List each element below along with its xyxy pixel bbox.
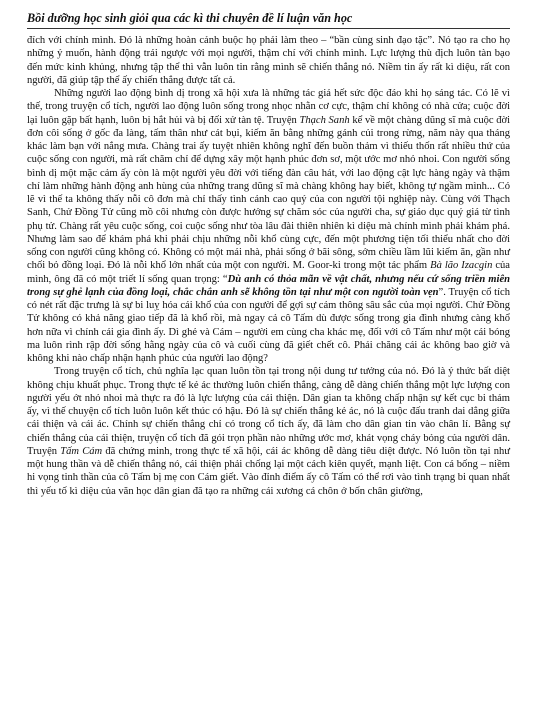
text-run: Trong truyện cổ tích, chủ nghĩa lạc quan luôn tồn tại trong nội dung tư tưởng của nó. Đó là ý thức bất diệt không chịu khuất phục. Trong thực tế kẻ ác thường luôn chiến thắng, càng dễ dàng chiến thắng một lực lượng con người yếu ớt nhỏ nhoi mà thực ra đó là lực lượng của cái thiện. Dân gian ta không chấp nhận sự kết cục bi thảm ấy, vì thế chuyện cổ tích luôn luôn kết thúc có hậu. Đó là sự chiến thắng kẻ ác, nó là cuộc đấu tranh dai dẳng giữa cái thiện và cái ác. Chính sự chiến thắng chỉ có trong cổ tích ấy, đã làm cho dân gian tin vào chân lí. Bằng sự chiến thắng của cái thiện, truyện cổ tích đã gói trọn phần nào những ước mơ, khát vọng cháy bỏng của người dân. Truyện	[27, 366, 510, 457]
emphasis-run: Bà lão Izacgin	[430, 260, 493, 272]
emphasis-run: Thạch Sanh	[299, 114, 350, 126]
header-rule	[27, 28, 510, 29]
text-run: kể về một chàng dũng sĩ mà cuộc đời đơn côi sống ở gốc đa làng, tấm thân như cát bụi, kiếm ăn bằng những gánh củi trong rừng, năm này qua tháng khác làm bạn với nắng mưa. Chàng trai ấy tuyệt nhiên không nghĩ đến buồn thảm vì thiếu thốn rất nhiều thứ của cuộc sống con người, mà rất chăm chỉ để dựng xây một hạnh phúc đơn sơ, một ước mơ nhỏ nhoi. Con người sống bình dị một mặc cảm ấy còn là một người yêu đời với tiếng đàn câu hát, với lao động cật lực hàng ngày và thậm chí làm những hành động anh hùng của những trang dũng sĩ mà chàng không hay biết, không tự ngầm mình... Có lẽ vì thế ta không thấy nỗi cô đơn mà chỉ thấy tình cảnh cao quý của con người tội nghiệp này. Cùng với Thạch Sanh, Chử Đồng Tử cũng mồ côi nhưng còn được hưởng sự chăm sóc của người cha, sự giáo dục quý giá từ tình phụ tử. Chàng rất yêu cuộc sống, coi cuộc sống như tòa lâu đài thiên nhiên kì diệu mà chính mình phải khám phá. Nhưng làm sao để khám phá khi phải chịu những nỗi khổ cùng cực, đến một phương tiện tối thiểu nhất cho đời sống con người cũng không có. Không có một mái nhà, phải sống ở bãi sông, sớm chiều lầm lũi kiếm ăn, gần như chối bỏ đồng loại. Đó là nỗi khổ lớn nhất của một con người. M. Goor-ki trong một tác phẩm	[27, 114, 511, 272]
text-run: của mình, ông đã có một triết lí sống quan trọng: “	[27, 260, 510, 285]
text-run: Những người lao động bình dị trong xã hội xưa là những tác giả hết sức độc đáo khi họ sáng tác. Có lẽ vì thế, trong truyện cổ tích, người lao động luôn sống trong nhọc nhằn cơ cực, thậm chí không có nhà cửa; cuộc đời lại luôn gặp bất hạnh, luôn bị hắt hủi và bị đối xử tàn tệ. Truyện	[27, 88, 510, 126]
paragraph	[27, 87, 510, 365]
paragraph	[27, 34, 510, 87]
text-run: ”. Truyện cổ tích có nét rất đặc trưng là sự bi luỵ hóa cái khổ của con người để gợi sự cảm thông sâu sắc của mọi người. Chử Đồng Tử không có khả năng giao tiếp đã là khổ rồi, mà ngay cả cô Tấm dù được sống trong gia đình nhưng càng khổ hơn nữa vì chính cái gia đình ấy. Dì ghẻ và Cám – người em cùng cha khác mẹ, đối với cô Tấm như một cái bóng ma luôn rình rập đời sống hằng ngày của cô và cuối cùng đã giết chết cô. Phải chăng cái ác không bao giờ và không khi nào chấp nhận hạnh phúc của người lao động?	[27, 286, 510, 364]
text-run: đích với chính mình. Đó là những hoàn cảnh buộc họ phải làm theo – “bần cùng sinh đạo tặc”. Nó tạo ra cho họ những ý muốn, hành động trái ngược với mọi người, thậm chí với chính mình. Lực lượng thù địch luôn tàn bạo đến mức kinh khủng, nhưng tập thể thì vẫn luôn tin rằng mình sẽ chiến thắng nó. Niềm tin ấy rất kì diệu, rất con người, đã giúp tập thể ấy chiến thắng được tất cả.	[27, 35, 510, 86]
document-body	[27, 34, 510, 498]
text-run: đã chứng minh, trong thực tế xã hội, cái ác không dễ dàng tiêu diệt được. Nó luôn tồn tại như một hung thần và dễ chiến thắng nó, cái thiện phải chống lại một cách kiên quyết, mạnh liệt. Con cá bống – niềm hi vọng tinh thần của cô Tấm bị mẹ con Cám giết. Vào đỉnh điểm ấy cô Tấm có thể rơi vào tình trạng bi quan nhất thì yếu tố kì diệu của văn học dân gian đã tạo ra những cái xương cá chôn ở bốn chân giường,	[27, 445, 510, 497]
emphasis-run: Tấm Cám	[60, 445, 103, 457]
paragraph	[27, 365, 510, 498]
emphasis-run: Dù anh có thỏa mãn về vật chất, nhưng nếu cứ sống triền miên trong sự ghẻ lạnh của đồng loại, chắc chắn anh sẽ không tồn tại như một con người toàn vẹn	[27, 273, 510, 298]
page-header: Bồi dưỡng học sinh giỏi qua các kì thi chuyên đề lí luận văn học	[27, 11, 353, 25]
